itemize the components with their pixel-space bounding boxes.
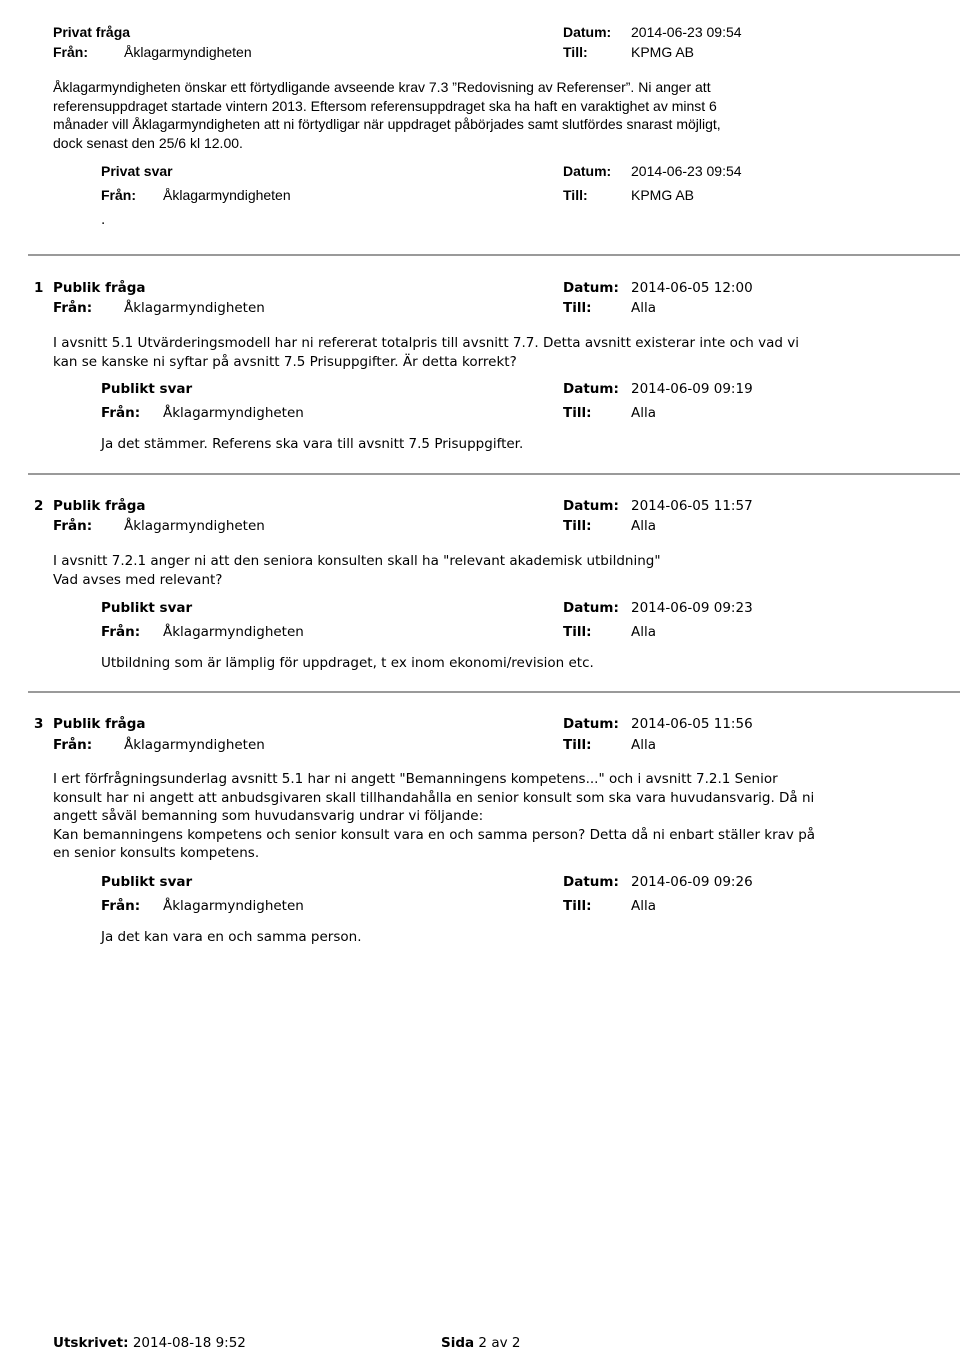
section-divider	[28, 691, 960, 693]
question-number: 1	[34, 280, 44, 296]
from-label: Från:	[53, 300, 93, 316]
printed-label: Utskrivet:	[53, 1335, 129, 1351]
to-label: Till:	[563, 187, 588, 203]
to-label: Till:	[563, 518, 592, 534]
date-label: Datum:	[563, 600, 619, 616]
printed-value: 2014-08-18 9:52	[132, 1335, 246, 1351]
date-label: Datum:	[563, 24, 612, 40]
from-label: Från:	[101, 405, 141, 421]
answer-title: Publikt svar	[101, 874, 193, 890]
to-label: Till:	[563, 300, 592, 316]
answer-text: Ja det kan vara en och samma person.	[101, 929, 362, 945]
to-label: Till:	[563, 737, 592, 753]
question-to: Alla	[631, 737, 657, 753]
answer-to: Alla	[631, 405, 657, 421]
from-label: Från:	[53, 518, 93, 534]
question-title: Publik fråga	[53, 498, 146, 514]
answer-date: 2014-06-09 09:19	[631, 381, 753, 397]
answer-to: Alla	[631, 898, 657, 914]
answer-from: Åklagarmyndigheten	[163, 898, 304, 914]
private-answer-date: 2014-06-23 09:54	[631, 163, 742, 179]
private-question-from: Åklagarmyndigheten	[124, 44, 252, 60]
question-number: 3	[34, 716, 44, 732]
private-answer-from: Åklagarmyndigheten	[163, 187, 291, 203]
from-label: Från:	[53, 737, 93, 753]
question-date: 2014-06-05 11:57	[631, 498, 753, 514]
private-answer-to: KPMG AB	[631, 187, 695, 203]
date-label: Datum:	[563, 874, 619, 890]
answer-text: Ja det stämmer. Referens ska vara till avsnitt 7.5 Prisuppgifter.	[101, 436, 524, 452]
to-label: Till:	[563, 624, 592, 640]
page-separator: av	[491, 1335, 508, 1351]
page-label: Sida	[441, 1335, 475, 1351]
answer-date: 2014-06-09 09:26	[631, 874, 753, 890]
page-total: 2	[511, 1335, 521, 1351]
private-question-date: 2014-06-23 09:54	[631, 24, 742, 40]
question-from: Åklagarmyndigheten	[124, 300, 265, 316]
private-answer-text: .	[101, 212, 106, 228]
section-divider	[28, 473, 960, 475]
page-current: 2	[478, 1335, 488, 1351]
private-question-text: Åklagarmyndigheten önskar ett förtydligande avseende krav 7.3 ”Redovisning av Referenser”. Ni anger att referensuppdraget startade vintern 2013. Eftersom referensuppdraget ska ha haft en varaktighet av minst 6 månader vill Åklagarmyndigheten att ni förtydligar när uppdraget påbörjades samt slutfördes snarast möjligt, dock senast den 25/6 kl 12.00.	[53, 79, 721, 151]
to-label: Till:	[563, 898, 592, 914]
date-label: Datum:	[563, 716, 619, 732]
private-question-to: KPMG AB	[631, 44, 695, 60]
date-label: Datum:	[563, 498, 619, 514]
page-indicator	[441, 1335, 520, 1351]
date-label: Datum:	[563, 163, 612, 179]
question-from: Åklagarmyndigheten	[124, 737, 265, 753]
question-to: Alla	[631, 518, 657, 534]
section-divider	[28, 254, 960, 256]
to-label: Till:	[563, 44, 588, 60]
answer-date: 2014-06-09 09:23	[631, 600, 753, 616]
question-title: Publik fråga	[53, 280, 146, 296]
question-text: I ert förfrågningsunderlag avsnitt 5.1 har ni angett "Bemanningens kompetens..." och i avsnitt 7.2.1 Senior konsult har ni angett att anbudsgivaren skall tillhandahålla en senior konsult som ska vara huvudansvarig. Då ni angett såväl bemanning som huvudansvarig undrar vi följande: Kan bemanningens kompetens och senior konsult vara en och samma person? Detta då ni enbart ställer krav på en senior konsults kompetens.	[53, 771, 816, 861]
question-title: Publik fråga	[53, 716, 146, 732]
date-label: Datum:	[563, 280, 619, 296]
question-date: 2014-06-05 11:56	[631, 716, 753, 732]
private-answer-title: Privat svar	[101, 163, 173, 179]
from-label: Från:	[101, 187, 136, 203]
question-from: Åklagarmyndigheten	[124, 518, 265, 534]
from-label: Från:	[53, 44, 88, 60]
answer-text: Utbildning som är lämplig för uppdraget, t ex inom ekonomi/revision etc.	[101, 655, 594, 671]
printed-stamp	[53, 1335, 246, 1351]
question-text: I avsnitt 5.1 Utvärderingsmodell har ni refererat totalpris till avsnitt 7.7. Detta avsnitt existerar inte och vad vi kan se kanske ni syftar på avsnitt 7.5 Prisuppgifter. Är detta korrekt?	[53, 335, 799, 370]
answer-from: Åklagarmyndigheten	[163, 624, 304, 640]
question-text: I avsnitt 7.2.1 anger ni att den seniora konsulten skall ha "relevant akademisk utbildning" Vad avses med relevant?	[53, 553, 661, 588]
answer-from: Åklagarmyndigheten	[163, 405, 304, 421]
answer-title: Publikt svar	[101, 600, 193, 616]
date-label: Datum:	[563, 381, 619, 397]
from-label: Från:	[101, 898, 141, 914]
question-date: 2014-06-05 12:00	[631, 280, 753, 296]
question-to: Alla	[631, 300, 657, 316]
from-label: Från:	[101, 624, 141, 640]
answer-title: Publikt svar	[101, 381, 193, 397]
private-question-title: Privat fråga	[53, 24, 131, 40]
answer-to: Alla	[631, 624, 657, 640]
question-number: 2	[34, 498, 44, 514]
to-label: Till:	[563, 405, 592, 421]
